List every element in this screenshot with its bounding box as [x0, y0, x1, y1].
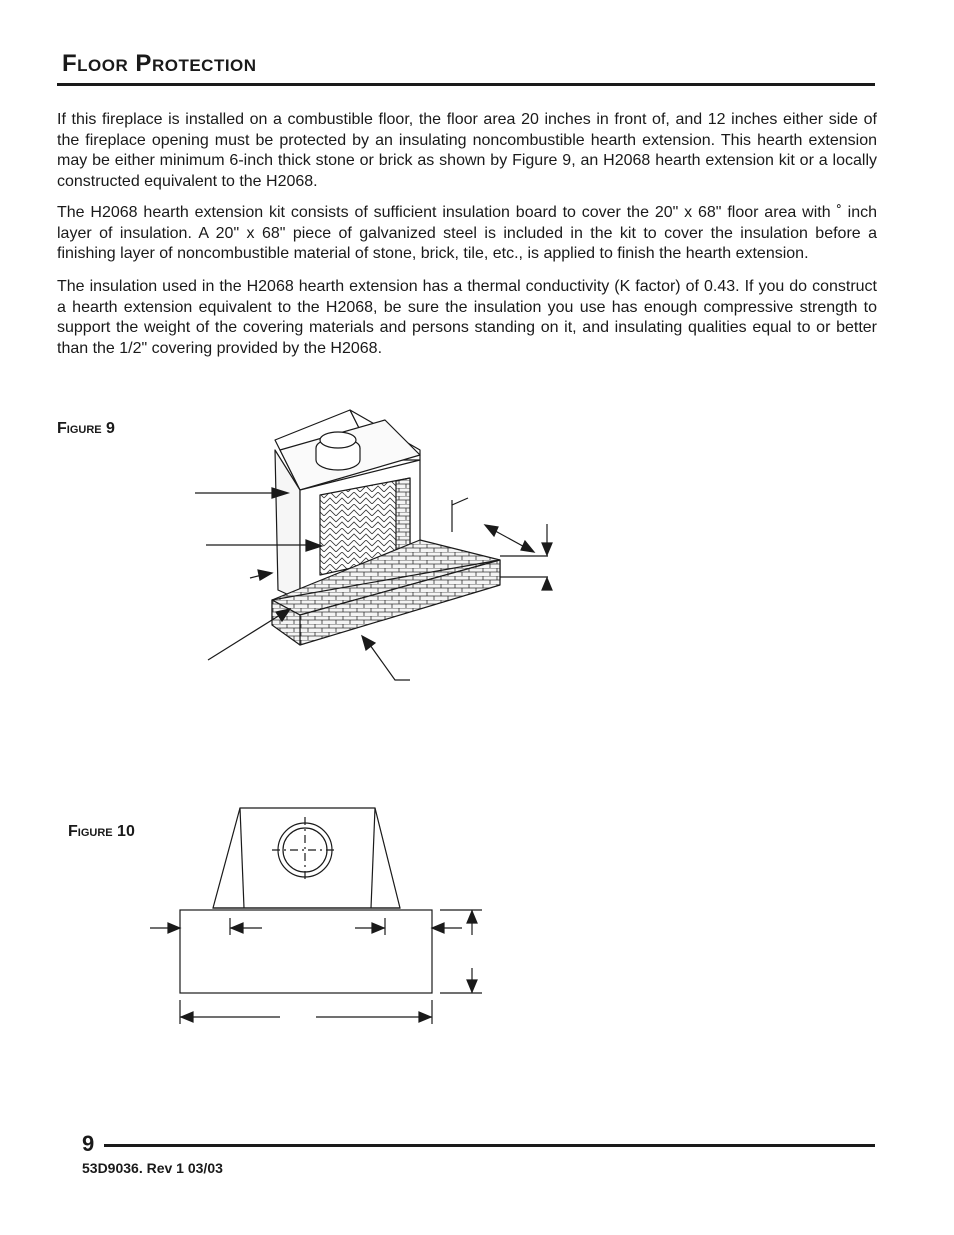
- page-number: 9: [82, 1131, 95, 1156]
- figure-9-label: Figure 9: [57, 420, 115, 437]
- paragraph-3: The insulation used in the H2068 hearth extension has a thermal conductivity (K factor) of 0.43. If you do construct a hearth extension equivalent to the H2068, be sure the insulation you use has enough compressive strength to support the weight of the covering materials and persons standing on it, and insulating qualities equal to or better than the 1/2" covering provided by the H2068.: [57, 278, 877, 357]
- paragraph-1: If this fireplace is installed on a combustible floor, the floor area 20 inches in front of, and 12 inches either side of the fireplace opening must be protected by an insulating noncombustible hearth extension. This hearth extension may be either minimum 6-inch thick stone or brick as shown by Figure 9, an H2068 hearth extension kit or a locally constructed equivalent to the H2068.: [57, 111, 877, 190]
- footer-rule: [104, 1144, 875, 1147]
- figure-10-drawing: [0, 800, 954, 1030]
- title-rule: [57, 83, 875, 86]
- document-id: 53D9036. Rev 1 03/03: [82, 1160, 223, 1176]
- paragraph-2: The H2068 hearth extension kit consists of sufficient insulation board to cover the 20" x 68" floor area with ˚ inch layer of insulation. A 20" x 68" piece of galvanized steel is included in the kit to cover the insulation before a finishing layer of noncombustible material of stone, brick, tile, etc., is applied to finish the hearth extension.: [57, 204, 877, 262]
- figure-9-drawing: [0, 400, 954, 700]
- figure-10-label: Figure 10: [68, 823, 135, 840]
- page-title: Floor Protection: [62, 50, 257, 77]
